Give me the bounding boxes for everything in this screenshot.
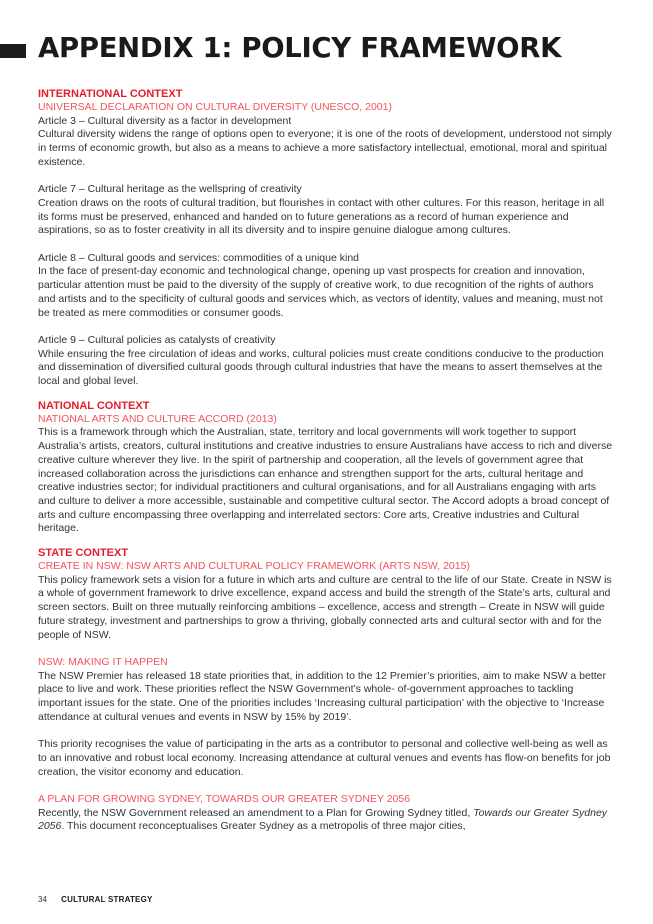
article-8-body: In the face of present-day economic and technological change, opening up vast prospects for creation and innovation, particular attention must be paid to the diversity of the supply of creative work, to due recognition of the rights of authors and artists and to the specificity of cultural goods and services which, as vectors of identity, values and meaning, must not be treated as mere commodities or consumer goods.: [38, 265, 603, 319]
create-in-nsw-subheading: CREATE IN NSW: NSW ARTS AND CULTURAL POLICY FRAMEWORK (ARTS NSW, 2015): [38, 560, 470, 573]
growing-sydney-title-italic: Towards our Greater Sydney 2056: [38, 806, 608, 833]
state-section: [38, 546, 614, 834]
page-number: 34: [38, 895, 47, 904]
page-content: [38, 87, 614, 834]
article-7-title: Article 7 – Cultural heritage as the wellspring of creativity: [38, 183, 302, 196]
article-7-body: Creation draws on the roots of cultural tradition, but flourishes in contact with other cultures. For this reason, heritage in all its forms must be preserved, enhanced and handed on to future generations as a record of human experience and aspirations, so as to foster creativity in all its diversity and to inspire genuine dialogue among cultures.: [38, 196, 605, 237]
article-3-body: Cultural diversity widens the range of options open to everyone; it is one of the roots of development, understood not simply in terms of economic growth, but also as a means to achieve a more satisfactory intellectual, emotional, moral and spiritual existence.: [38, 128, 612, 168]
making-it-happen-subheading: NSW: MAKING IT HAPPEN: [38, 655, 168, 668]
unesco-subheading: UNIVERSAL DECLARATION ON CULTURAL DIVERSITY (UNESCO, 2001): [38, 101, 392, 113]
state-heading: STATE CONTEXT: [38, 547, 129, 560]
page-footer: [38, 895, 153, 904]
article-9-body: While ensuring the free circulation of ideas and works, cultural policies must create conditions conducive to the production and dissemination of diversified cultural goods through cultural industries that have the means to assert themselves at the local and global level.: [38, 347, 604, 388]
growing-sydney-body: [38, 807, 614, 834]
footer-label: CULTURAL STRATEGY: [61, 895, 153, 904]
national-section: [38, 399, 614, 536]
article-8-title: Article 8 – Cultural goods and services: commodities of a unique kind: [38, 251, 359, 264]
article-9-title: Article 9 – Cultural policies as catalysts of creativity: [38, 333, 276, 346]
article-7: [38, 183, 614, 238]
priority-body: This priority recognises the value of participating in the arts as a contributor to personal and collective well-being as well as to an innovative and robust local economy. Increasing attendance at cultural venues and events has flow-on benefits for job creation, the visitor economy and education.: [38, 738, 611, 778]
article-8: [38, 252, 614, 321]
article-3-title: Article 3 – Cultural diversity as a factor in development: [38, 114, 292, 127]
page-title: APPENDIX 1: POLICY FRAMEWORK: [38, 32, 562, 64]
national-heading: NATIONAL CONTEXT: [38, 399, 150, 412]
accord-subheading: NATIONAL ARTS AND CULTURE ACCORD (2013): [38, 412, 277, 425]
international-section: [38, 87, 614, 389]
growing-sydney-body-start: Recently, the NSW Government released an amendment to a Plan for Growing Sydney titled,: [38, 806, 474, 819]
article-3: [38, 115, 614, 170]
making-it-happen-body: The NSW Premier has released 18 state priorities that, in addition to the 12 Premier’s priorities, aim to make NSW a better place to live and work. These priorities reflect the NSW Government’s whole- of-government approaches to tackling important issues for the state. One of the priorities includes ‘Increasing cultural participation’ with the objective to ‘Increase attendance at cultural venues and events in NSW by 15% by 2019’.: [38, 669, 607, 723]
accord-body: This is a framework through which the Australian, state, territory and local governments will work together to support Australia’s artists, creators, cultural institutions and creative industries to ensure Australians have access to rich and diverse creative culture wherever they live. In the spirit of partnership and cooperation, all the levels of government agree that increased collaboration across the jurisdictions can enhance and strengthen support for the arts, cultural heritage and creative industries sector; for individual practitioners and cultural organisations, and for all Australians engaging with arts and culture to deliver a more accessible, sustainable and competitive cultural sector. The Accord adopts a broad concept of arts and culture encompassing three overlapping and interrelated sectors: Core arts, Creative industries and Cultural heritage.: [38, 426, 613, 535]
create-in-nsw-body: This policy framework sets a vision for a future in which arts and culture are central to the life of our State. Create in NSW is a whole of government framework to drive excellence, expand access and build the strength of the State’s arts, cultural and screen sectors. Built on three mutually reinforcing ambitions – excellence, access and strength – Create in NSW will guide future strategy, investment and partnerships to grow a thriving, globally connected arts and cultural sector with and for the people of NSW.: [38, 573, 612, 641]
article-9: [38, 334, 614, 389]
international-heading: INTERNATIONAL CONTEXT: [38, 88, 183, 100]
growing-sydney-subheading: A PLAN FOR GROWING SYDNEY, TOWARDS OUR GREATER SYDNEY 2056: [38, 792, 411, 805]
header-marker-bar: [0, 44, 26, 58]
growing-sydney-body-end: . This document reconceptualises Greater Sydney as a metropolis of three major cities,: [61, 820, 466, 833]
